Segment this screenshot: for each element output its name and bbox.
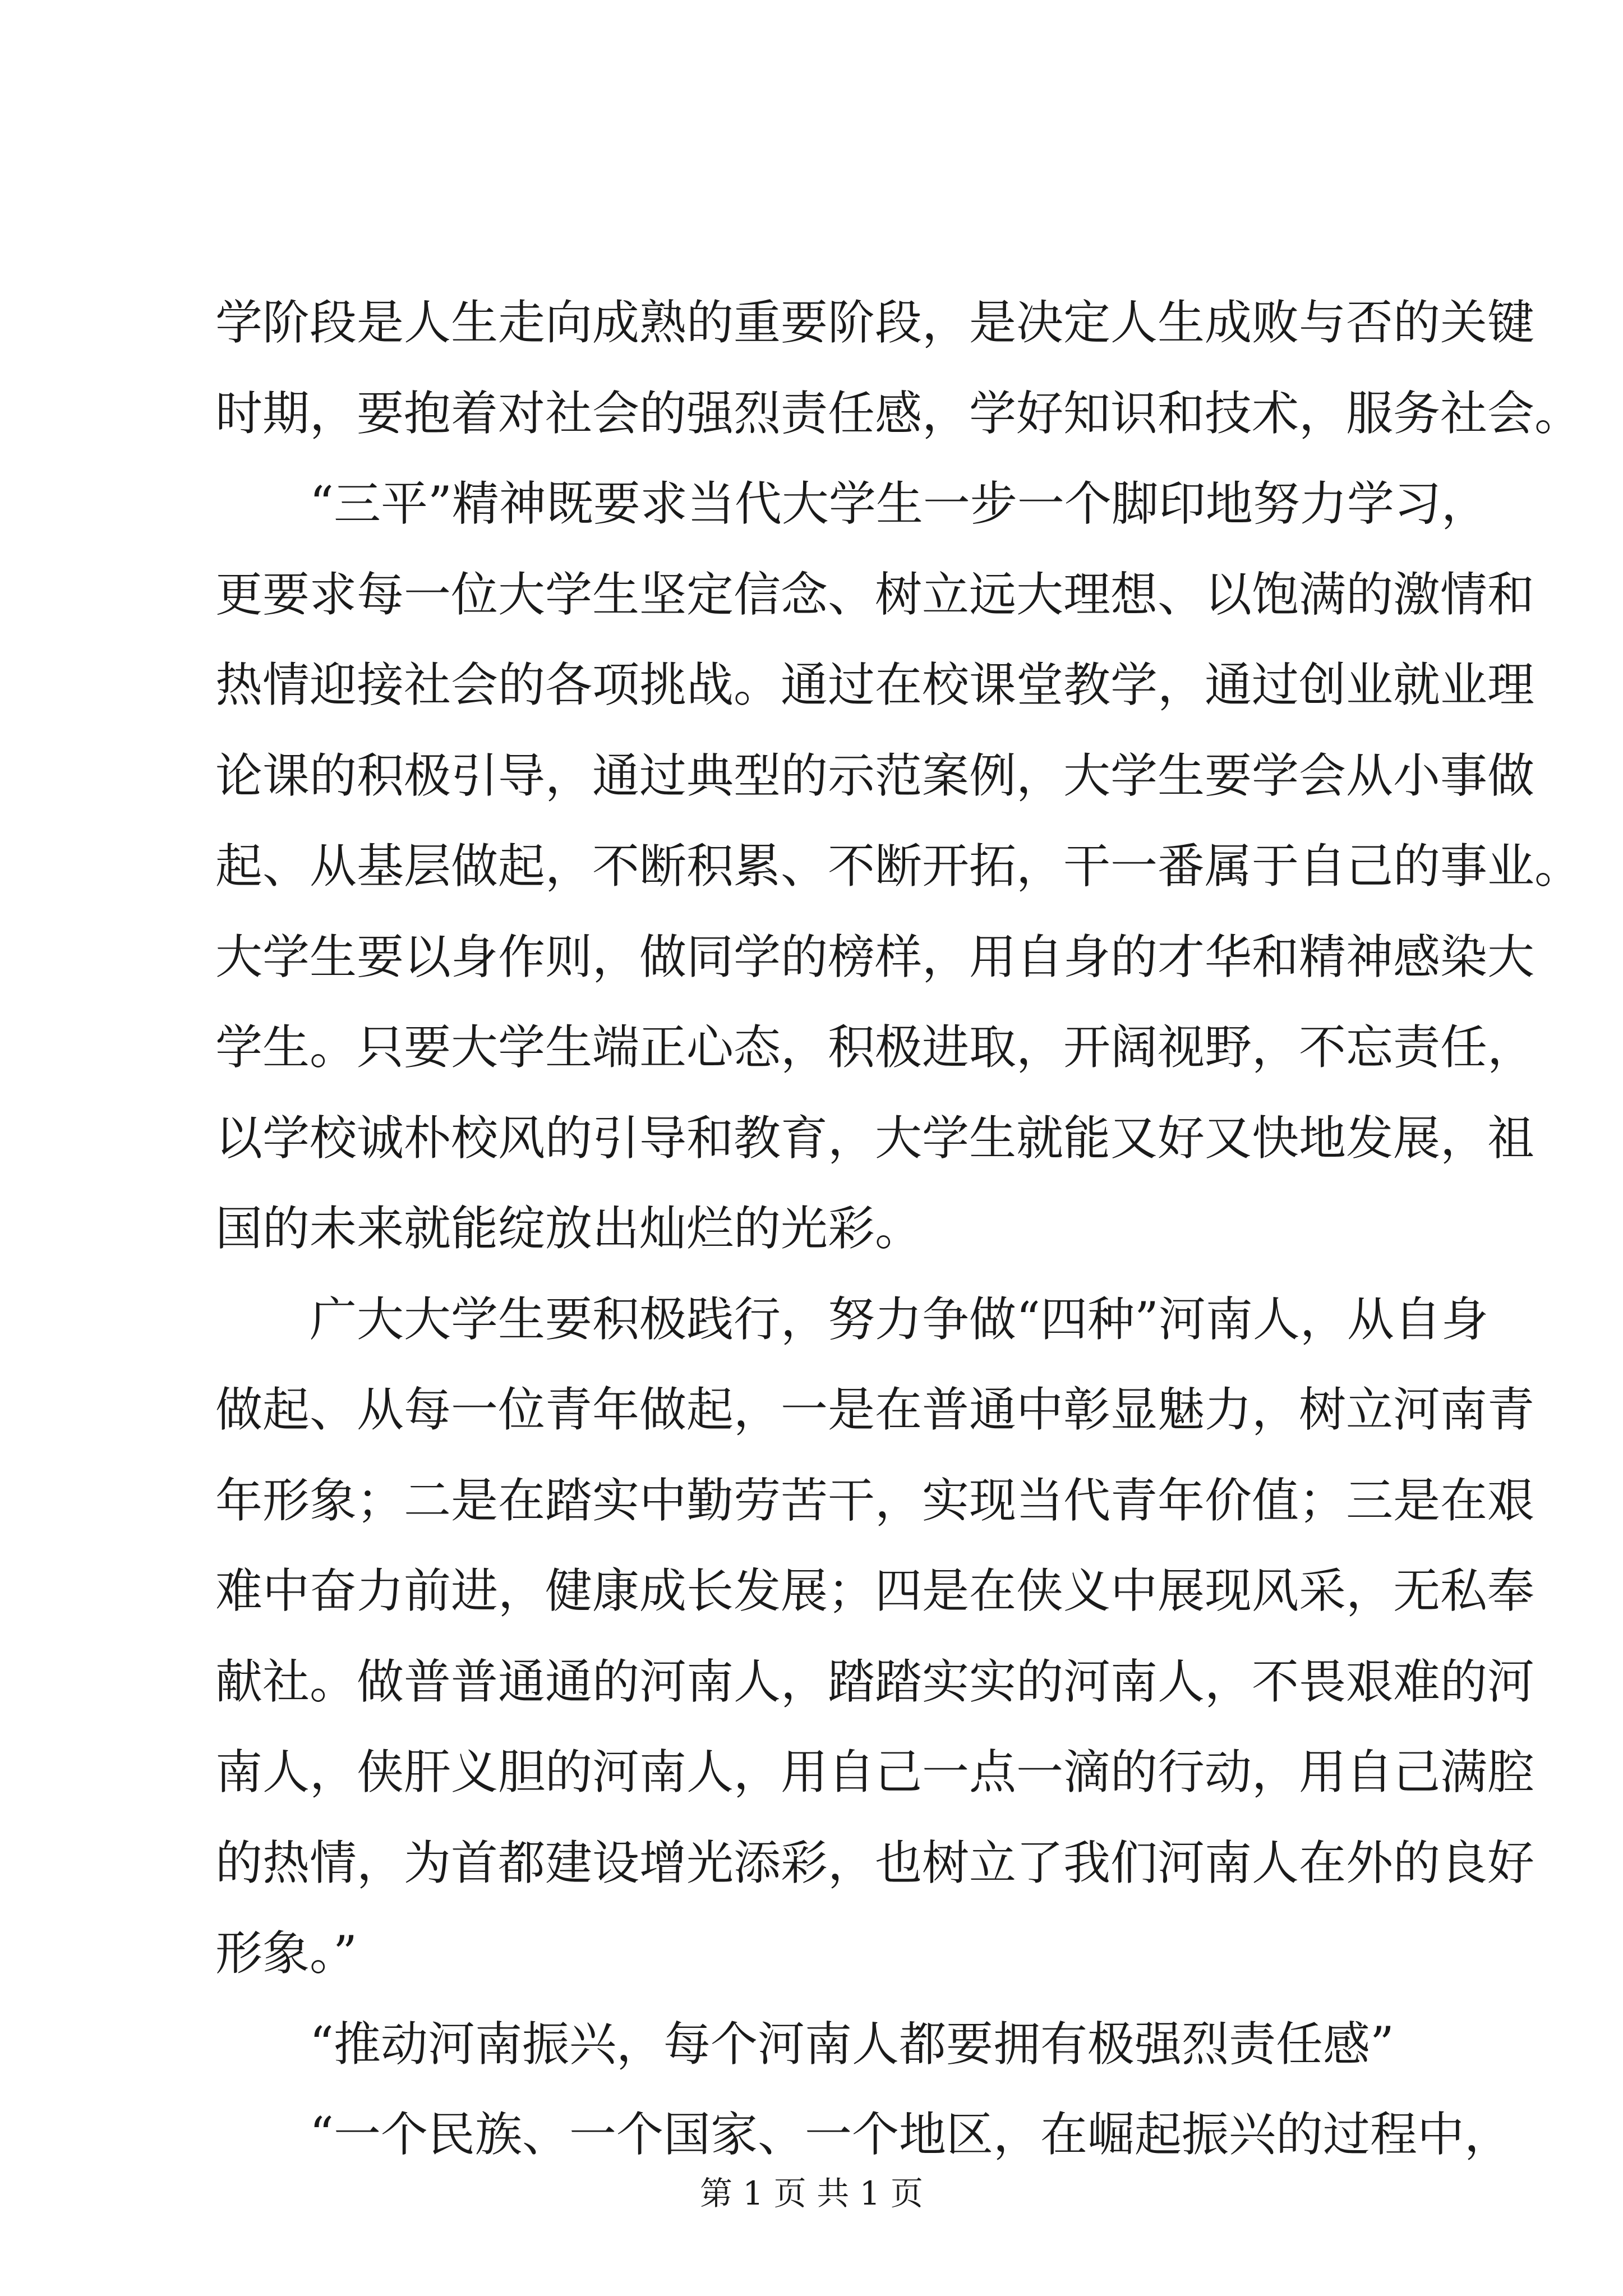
text-line: 论课的积极引导，通过典型的示范案例，大学生要学会从小事做 [215,748,1535,803]
text-line: 起、从基层做起，不断积累、不断开拓，干一番属于自己的事业。 [215,839,1582,894]
paragraph-start-line: “一个民族、一个国家、一个地区，在崛起振兴的过程中， [310,2107,1511,2162]
text-line: 年形象；二是在踏实中勤劳苦干，实现当代青年价值；三是在艰 [215,1473,1535,1528]
text-line: 时期，要抱着对社会的强烈责任感，学好知识和技术，服务社会。 [215,385,1582,441]
paragraph-end-line: 国的未来就能绽放出灿烂的光彩。 [215,1201,923,1256]
body-text [215,278,1582,2180]
text-line: 学阶段是人生走向成熟的重要阶段，是决定人生成败与否的关键 [215,295,1535,350]
text-line: 大学生要以身作则，做同学的榜样，用自身的才华和精神感染大 [215,929,1535,984]
paragraph-start-line: 广大大学生要积极践行，努力争做“四种”河南人，从自身 [310,1291,1488,1347]
quoted-heading-line: “推动河南振兴，每个河南人都要拥有极强烈责任感” [310,2016,1394,2072]
text-line: 做起、从每一位青年做起，一是在普通中彰显魅力，树立河南青 [215,1382,1535,1437]
text-line: 难中奋力前进，健康成长发展；四是在侠义中展现风采，无私奉 [215,1563,1535,1618]
text-line: 学生。只要大学生端正心态，积极进取，开阔视野，不忘责任， [215,1020,1535,1075]
text-line: 南人，侠肝义胆的河南人，用自己一点一滴的行动，用自己满腔 [215,1745,1535,1800]
text-line: 献社。做普普通通的河南人，踏踏实实的河南人，不畏艰难的河 [215,1654,1535,1709]
paragraph-end-line: 形象。” [215,1926,357,1981]
text-line: 热情迎接社会的各项挑战。通过在校课堂教学，通过创业就业理 [215,657,1535,712]
text-line: 以学校诚朴校风的引导和教育，大学生就能又好又快地发展，祖 [215,1110,1535,1166]
page-footer: 第 1 页 共 1 页 [700,2174,923,2212]
paragraph-start-line: “三平”精神既要求当代大学生一步一个脚印地努力学习， [310,476,1488,531]
text-line: 的热情，为首都建设增光添彩，也树立了我们河南人在外的良好 [215,1835,1535,1890]
text-line: 更要求每一位大学生坚定信念、树立远大理想、以饱满的激情和 [215,567,1535,622]
